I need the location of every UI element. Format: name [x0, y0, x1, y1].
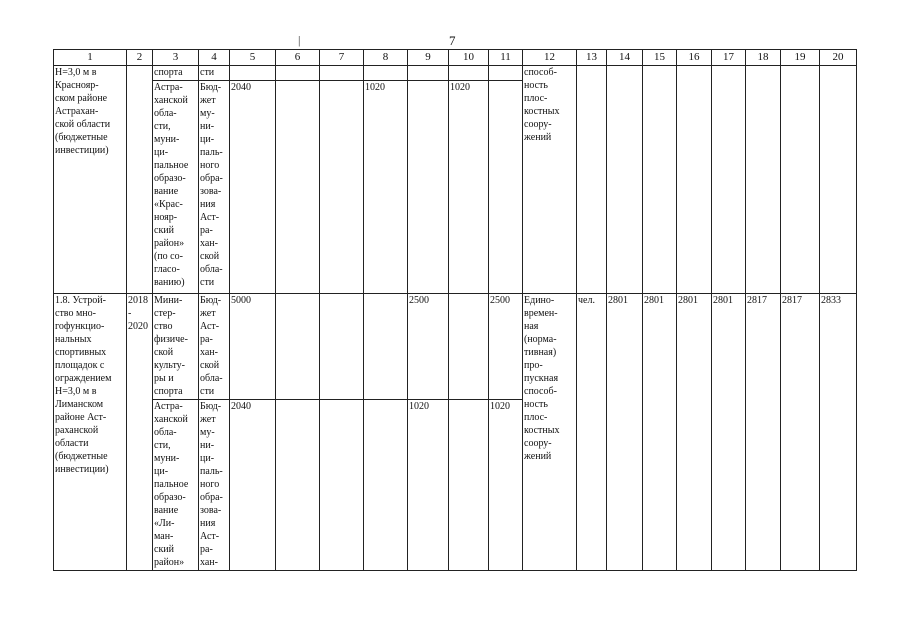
cell-executor: спорта — [153, 66, 199, 81]
cell — [364, 294, 408, 400]
header-row — [54, 50, 857, 66]
cell-source: Бюд- жет му- ни- ци- паль- ного обра- зова- ния Аст- ра- хан- ской обла- сти — [199, 81, 230, 294]
col-header: 7 — [320, 50, 364, 66]
cell-years — [127, 66, 153, 294]
cell-total: 2040 — [230, 81, 276, 294]
cell-value: 2500 — [408, 294, 449, 400]
cell-value: 2500 — [489, 294, 523, 400]
col-header: 20 — [820, 50, 857, 66]
cell-source: сти — [199, 66, 230, 81]
col-header: 19 — [781, 50, 820, 66]
cell-executor: Астра- ханской обла- сти, муни- ци- пальное образо- вание «Ли- ман- ский район» — [153, 400, 199, 571]
cell-value: 2817 — [746, 294, 781, 571]
col-header: 12 — [523, 50, 577, 66]
col-header: 17 — [712, 50, 746, 66]
cell — [408, 81, 449, 294]
cell-value: 2801 — [677, 294, 712, 571]
cell — [577, 66, 607, 294]
cell — [607, 66, 643, 294]
cell — [489, 66, 523, 81]
cell-value: 2801 — [643, 294, 677, 571]
cell-indicator: способ- ность плос- костных соору- жений — [523, 66, 577, 294]
col-header: 3 — [153, 50, 199, 66]
cell — [449, 66, 489, 81]
cell-indicator: Едино- времен- ная (норма- тивная) про- пускная способ- ность плос- костных соору- жений — [523, 294, 577, 571]
cell — [320, 81, 364, 294]
cell — [449, 400, 489, 571]
col-header: 14 — [607, 50, 643, 66]
cell-source: Бюд- жет му- ни- ци- паль- ного обра- зова- ния Аст- ра- хан- — [199, 400, 230, 571]
cell — [643, 66, 677, 294]
cell-years: 2018 - 2020 — [127, 294, 153, 571]
cell — [320, 66, 364, 81]
col-header: 13 — [577, 50, 607, 66]
col-header: 9 — [408, 50, 449, 66]
col-header: 8 — [364, 50, 408, 66]
cell — [677, 66, 712, 294]
cell — [746, 66, 781, 294]
cell — [781, 66, 820, 294]
cell-object-name: 1.8. Устрой- ство мно- гофункцио- нальных спортивных площадок с ограждением Н=3,0 м в Лиманском районе Аст- раханской области (бюджетные инвестиции) — [54, 294, 127, 571]
cell — [449, 294, 489, 400]
cell-value: 1020 — [489, 400, 523, 571]
col-header: 16 — [677, 50, 712, 66]
col-header: 10 — [449, 50, 489, 66]
cell — [320, 400, 364, 571]
cell — [408, 66, 449, 81]
col-header: 5 — [230, 50, 276, 66]
col-header: 2 — [127, 50, 153, 66]
cell — [820, 66, 857, 294]
col-header: 15 — [643, 50, 677, 66]
cell — [712, 66, 746, 294]
cell-value: 1020 — [449, 81, 489, 294]
cell-value: 1020 — [364, 81, 408, 294]
cell-object-name: Н=3,0 м в Краснояр- ском районе Астрахан- ской области (бюджетные инвестиции) — [54, 66, 127, 294]
cell-source: Бюд- жет Аст- ра- хан- ской обла- сти — [199, 294, 230, 400]
col-header: 1 — [54, 50, 127, 66]
cell-total: 2040 — [230, 400, 276, 571]
cell-executor: Мини- стер- ство физиче- ской культу- ры и спорта — [153, 294, 199, 400]
col-header: 4 — [199, 50, 230, 66]
col-header: 6 — [276, 50, 320, 66]
cell-value: 2817 — [781, 294, 820, 571]
cell-value: 2833 — [820, 294, 857, 571]
table-row — [54, 66, 857, 81]
col-header: 11 — [489, 50, 523, 66]
cell-unit: чел. — [577, 294, 607, 571]
page-mark: | — [298, 33, 301, 47]
cell-executor: Астра- ханской обла- сти, муни- ци- пальное образо- вание «Крас- нояр- ский район» (по со- гласо- ванию) — [153, 81, 199, 294]
col-header: 18 — [746, 50, 781, 66]
cell — [276, 400, 320, 571]
table-row — [54, 294, 857, 400]
page-number: 7 — [449, 33, 456, 48]
cell — [276, 66, 320, 81]
cell — [364, 66, 408, 81]
cell-value: 2801 — [607, 294, 643, 571]
cell — [320, 294, 364, 400]
cell — [364, 400, 408, 571]
cell-value: 2801 — [712, 294, 746, 571]
cell-value: 1020 — [408, 400, 449, 571]
cell — [276, 81, 320, 294]
cell-total: 5000 — [230, 294, 276, 400]
cell — [489, 81, 523, 294]
budget-table — [53, 49, 857, 571]
cell — [276, 294, 320, 400]
cell — [230, 66, 276, 81]
